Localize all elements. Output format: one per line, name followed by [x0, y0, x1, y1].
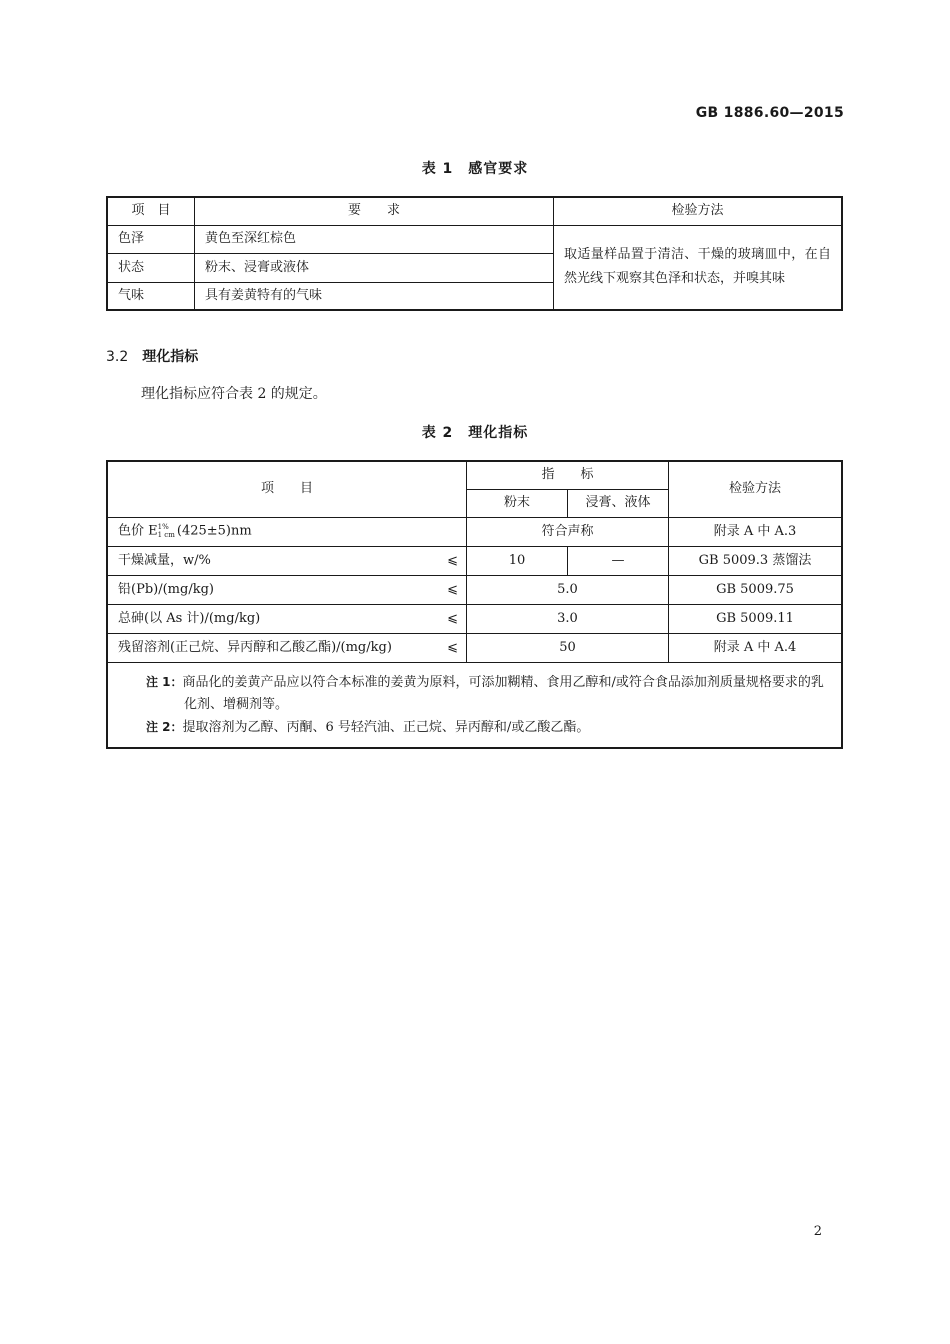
section-heading	[106, 346, 198, 366]
header-requirement: 要 求	[195, 197, 554, 225]
row-value: 5.0	[467, 575, 669, 604]
row-item: 铅(Pb)/(mg/kg) ⩽	[107, 575, 467, 604]
powder-value: 10	[467, 546, 568, 575]
body-paragraph: 理化指标应符合表 2 的规定。	[141, 386, 327, 402]
less-equal-symbol: ⩽	[447, 552, 458, 568]
row-item: 干燥减量，w/% ⩽	[107, 546, 467, 575]
extract-value: —	[568, 546, 669, 575]
header-powder: 粉末	[467, 489, 568, 517]
color-value: 符合声称	[467, 517, 669, 546]
color-value-method: 附录 A 中 A.3	[669, 517, 843, 546]
note-2: 注 2：提取溶剂为乙醇、丙酮、6 号轻汽油、正己烷、异丙醇和/或乙酸乙酯。	[146, 719, 590, 735]
header-item: 项 目	[107, 461, 467, 517]
row-requirement: 具有姜黄特有的气味	[195, 282, 554, 310]
row-method: GB 5009.11	[669, 604, 843, 633]
row-value: 50	[467, 633, 669, 662]
standard-code: GB 1886.60—2015	[695, 105, 844, 121]
header-method: 检验方法	[554, 197, 843, 225]
row-requirement: 黄色至深红棕色	[195, 225, 554, 253]
header-item: 项 目	[107, 197, 195, 225]
header-extract: 浸膏、液体	[568, 489, 669, 517]
table2-caption: 表 2 理化指标	[421, 425, 529, 441]
table1-caption: 表 1 感官要求	[421, 161, 529, 177]
table-row	[107, 225, 842, 253]
physicochemical-table	[106, 460, 843, 749]
table-notes	[107, 662, 842, 748]
section-number: 3.2	[106, 349, 129, 365]
page-number: 2	[813, 1224, 822, 1239]
note-1: 注 1：商品化的姜黄产品应以符合本标准的姜黄为原料，可添加糊精、食用乙醇和/或符合食品添加剂质量规格要求的乳化剂、增稠剂等。	[146, 674, 824, 712]
table-row	[107, 604, 842, 633]
sensory-requirements-table	[106, 196, 843, 311]
table-row	[107, 633, 842, 662]
less-equal-symbol: ⩽	[447, 639, 458, 655]
row-requirement: 粉末、浸膏或液体	[195, 253, 554, 282]
header-index: 指 标	[467, 461, 669, 489]
row-item: 状态	[107, 253, 195, 282]
less-equal-symbol: ⩽	[447, 610, 458, 626]
row-method: 附录 A 中 A.4	[669, 633, 843, 662]
sensory-method: 取适量样品置于清洁、干燥的玻璃皿中，在自然光线下观察其色泽和状态，并嗅其味	[554, 225, 843, 310]
row-method: GB 5009.75	[669, 575, 843, 604]
row-item: 总砷(以 As 计)/(mg/kg) ⩽	[107, 604, 467, 633]
color-value-item: 色价 E1% 1 cm (425±5)nm	[107, 517, 467, 546]
row-value: 3.0	[467, 604, 669, 633]
less-equal-symbol: ⩽	[447, 581, 458, 597]
row-item: 残留溶剂(正己烷、异丙醇和乙酸乙酯)/(mg/kg) ⩽	[107, 633, 467, 662]
row-item: 气味	[107, 282, 195, 310]
row-item: 色泽	[107, 225, 195, 253]
header-method: 检验方法	[669, 461, 843, 517]
notes-cell	[107, 662, 842, 748]
section-title: 理化指标	[142, 349, 199, 365]
row-method: GB 5009.3 蒸馏法	[669, 546, 843, 575]
table-row	[107, 546, 842, 575]
table-row	[107, 575, 842, 604]
table-row	[107, 517, 842, 546]
